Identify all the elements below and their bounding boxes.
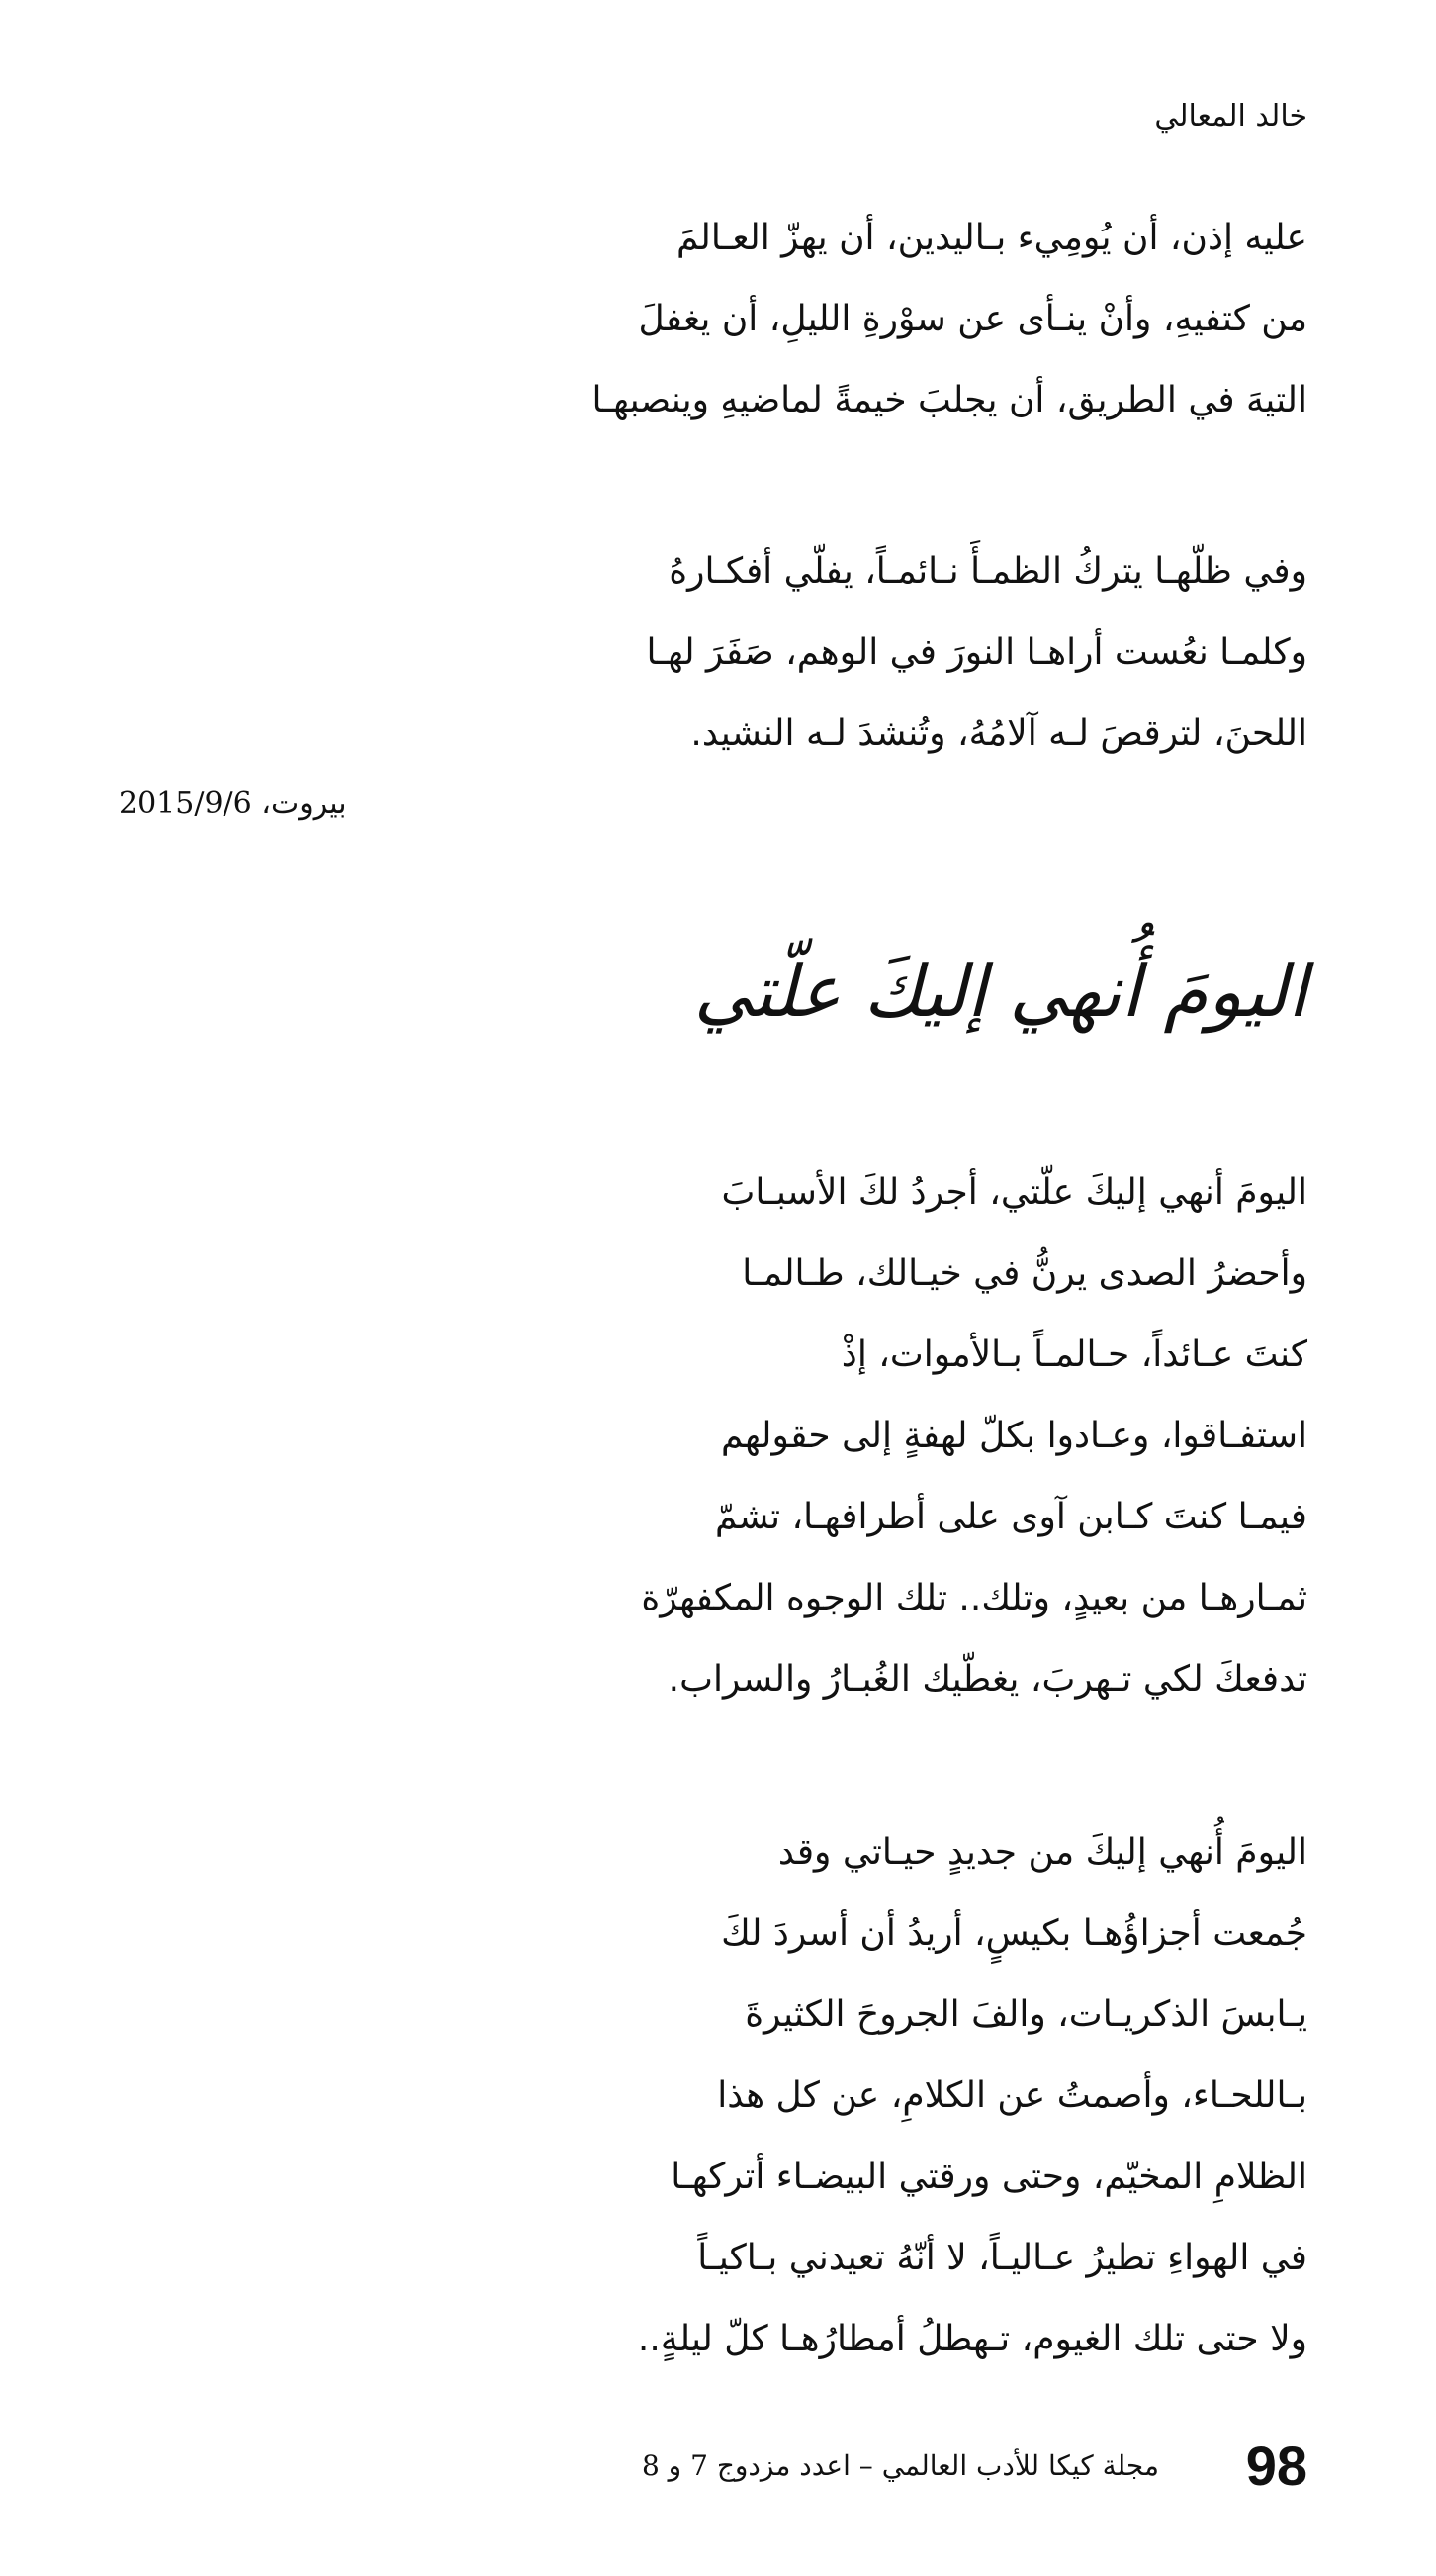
- verse-line: يـابسَ الذكريـات، والفَ الجروحَ الكثيرةَ: [745, 1994, 1307, 2035]
- verse-line: فيمـا كنتَ كـابن آوى على أطرافهـا، تشمّ: [714, 1497, 1307, 1537]
- verse-line: التيهَ في الطريق، أن يجلبَ خيمةً لماضيهِ وينصبهـا: [591, 380, 1307, 420]
- verse-line: جُمعت أجزاؤُهـا بكيسٍ، أريدُ أن أسردَ لكَ: [721, 1913, 1307, 1954]
- verse-line: اليومَ أُنهي إليكَ من جديدٍ حيـاتي وقد: [777, 1832, 1307, 1873]
- verse-line: وكلمـا نعُست أراهـا النورَ في الوهم، صَفَرَ لهـا: [646, 632, 1307, 673]
- poem-title: اليومَ أُنهي إليكَ علّتي: [693, 950, 1307, 1033]
- verse-line: بـاللحـاء، وأصمتُ عن الكلامِ، عن كل هذا: [717, 2075, 1307, 2116]
- verse-line: من كتفيهِ، وأنْ ينـأى عن سوْرةِ الليلِ، أن يغفلَ: [638, 299, 1307, 339]
- author-name: خالد المعالي: [1154, 99, 1307, 134]
- poem2-stanza1: [220, 1152, 1307, 1720]
- verse-line: اللحنَ، لترقصَ لـه آلامُهُ، وتُنشدَ لـه النشيد.: [690, 713, 1307, 754]
- page-number: 98: [1245, 2435, 1307, 2497]
- verse-line: اليومَ أنهي إليكَ علّتي، أجردُ لكَ الأسبـابَ: [721, 1172, 1307, 1213]
- verse-line: في الهواءِ تطيرُ عـاليـاً، لا أنّهُ تعيدني بـاكيـاً: [697, 2238, 1307, 2278]
- verse-line: وفي ظلّهـا يتركُ الظمـأَ نـائمـاً، يفلّي أفكـارهُ: [669, 551, 1307, 592]
- verse-line: وأحضرُ الصدى يرنُّ في خيـالك، طـالمـا: [742, 1253, 1307, 1294]
- poem-dateline: بيروت، 2015/9/6: [119, 786, 347, 821]
- verse-line: كنتَ عـائداً، حـالمـاً بـالأموات، إذْ: [841, 1334, 1307, 1375]
- verse-line: تدفعكَ لكي تـهربَ، يغطّيك الغُبـارُ والسراب.: [668, 1659, 1307, 1700]
- verse-line: ولا حتى تلك الغيوم، تـهطلُ أمطارُهـا كلّ ليلةٍ..: [637, 2319, 1307, 2359]
- poem2-stanza2: [220, 1812, 1307, 2380]
- journal-name: مجلة كيكا للأدب العالمي – اعدد مزدوج 7 و 8: [641, 2449, 1159, 2482]
- poem1-stanza2: [220, 531, 1307, 775]
- poem1-stanza1: [220, 198, 1307, 441]
- verse-line: استفـاقوا، وعـادوا بكلّ لهفةٍ إلى حقولهم: [721, 1416, 1307, 1456]
- verse-line: الظلامِ المخيّم، وحتى ورقتي البيضـاء أتركهـا: [671, 2157, 1307, 2197]
- verse-line: ثمـارهـا من بعيدٍ، وتلك.. تلك الوجوه المكفهرّة: [641, 1578, 1307, 1618]
- page-footer: [0, 2424, 1436, 2523]
- verse-line: عليه إذن، أن يُومِيء بـاليدين، أن يهزّ العـالمَ: [675, 218, 1307, 258]
